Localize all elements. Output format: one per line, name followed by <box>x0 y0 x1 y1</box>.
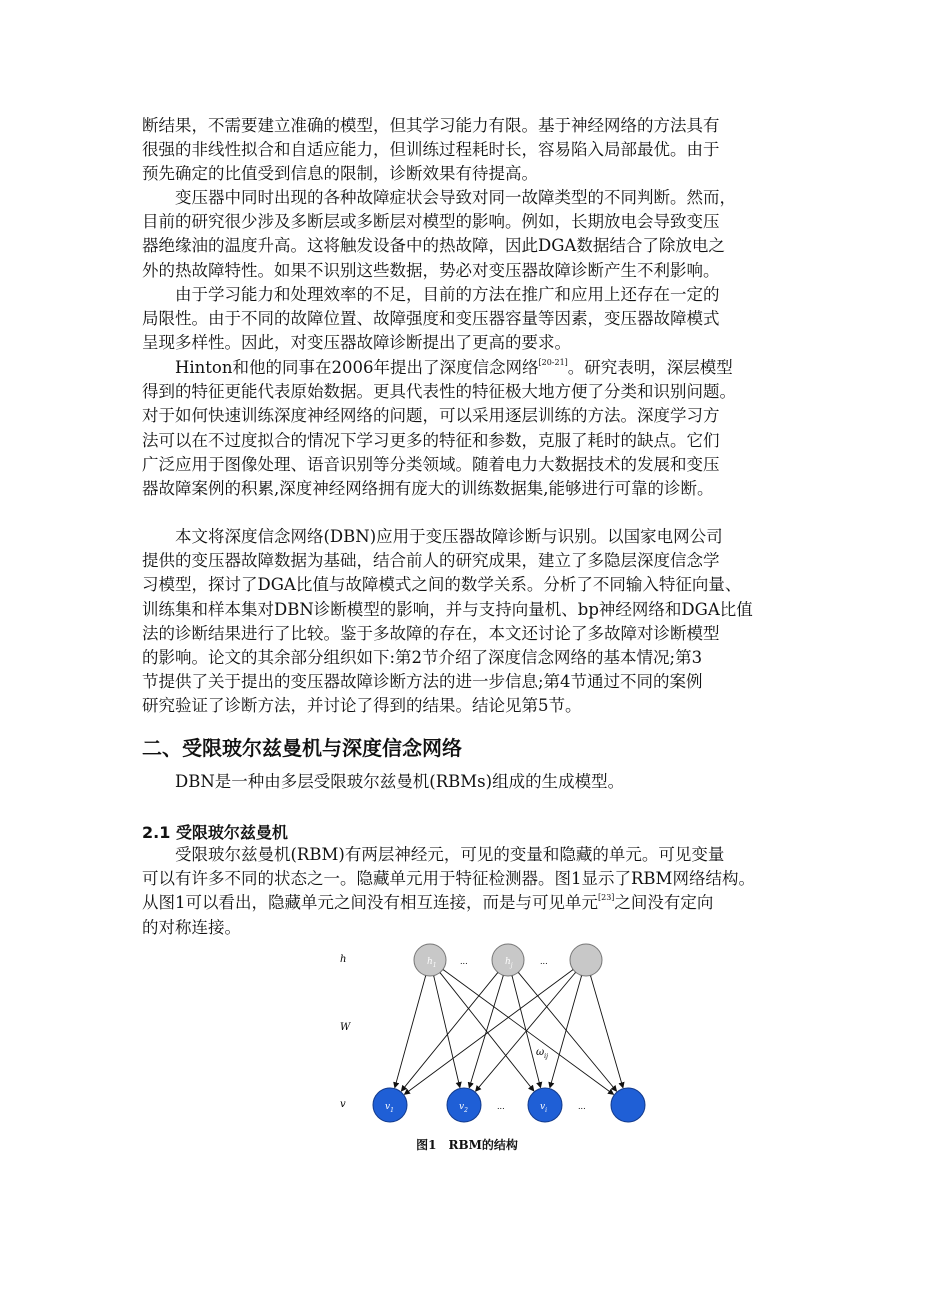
paragraph-5-line-8: 研究验证了诊断方法，并讨论了得到的结果。结论见第5节。 <box>142 696 582 716</box>
edge-3 <box>441 973 534 1091</box>
section-intro: DBN是一种由多层受限玻尔兹曼机(RBMs)组成的生成模型。 <box>175 772 625 791</box>
paragraph-5-line-7: 节提供了关于提出的变压器故障诊断方法的进一步信息;第4节通过不同的案例 <box>142 672 703 692</box>
edge-8 <box>519 973 617 1091</box>
paragraph-5-line-5: 法的诊断结果进行了比较。鉴于多故障的存在，本文还讨论了多故障对诊断模型 <box>142 623 720 643</box>
visible-ellipsis-2: ... <box>578 1102 586 1111</box>
paragraph-5-line-6: 的影响。论文的其余部分组织如下:第2节介绍了深度信念网络的基本情况;第3 <box>142 648 703 668</box>
subsection-title: 2.1 受限玻尔兹曼机 <box>142 823 288 842</box>
paragraph-3 <box>142 283 792 356</box>
caption-number: 图1 <box>416 1138 437 1152</box>
edge-5 <box>401 973 497 1091</box>
paragraph-4-line-1: Hinton和他的同事在2006年提出了深度信念网络[20-21]。研究表明，深层模型 <box>175 358 733 377</box>
citation-20-21: [20-21] <box>538 358 568 367</box>
label-w: W <box>340 1022 351 1033</box>
paragraph-2 <box>142 186 792 283</box>
paragraph-1-line-2: 很强的非线性拟合和自适应能力，但训练过程耗时长，容易陷入局部最优。由于 <box>142 140 720 160</box>
weight-label: $\omega_{ij}$ <box>536 1047 548 1060</box>
paragraph-5-line-2: 提供的变压器故障数据为基础，结合前人的研究成果，建立了多隐层深度信念学 <box>142 551 720 571</box>
caption-text: RBM的结构 <box>448 1138 518 1152</box>
paragraph-4-line-5: 广泛应用于图像处理、语音识别等分类领域。随着电力大数据技术的发展和变压 <box>142 454 720 474</box>
paragraph-1 <box>142 114 792 187</box>
paragraph-4 <box>142 356 792 501</box>
hidden-ellipsis-1: ... <box>460 957 468 966</box>
label-h: h <box>340 954 347 965</box>
paragraph-4-line-4: 法可以在不过度拟合的情况下学习更多的特征和参数，克服了耗时的缺点。它们 <box>142 430 720 450</box>
hidden-ellipsis-2: ... <box>540 957 548 966</box>
edge-10 <box>476 973 575 1091</box>
edge-7 <box>512 976 540 1087</box>
paragraph-4-line-3: 对于如何快速训练深度神经网络的问题，可以采用逐层训练的方法。深度学习方 <box>142 406 720 426</box>
visible-unit-1-label: $v_1$ <box>385 1102 394 1114</box>
paragraph-5-line-4: 训练集和样本集对DBN诊断模型的影响，并与支持向量机、bp神经网络和DGA比值 <box>142 599 753 619</box>
hidden-unit-j-label: $h_j$ <box>505 957 513 969</box>
visible-unit-4 <box>611 1088 645 1122</box>
edge-12 <box>591 976 623 1087</box>
paragraph-4-line-2: 得到的特征更能代表原始数据。更具代表性的特征极大地方便了分类和识别问题。 <box>142 382 736 402</box>
citation-23: [23] <box>598 893 615 903</box>
paragraph-2-line-3: 器绝缘油的温度升高。这将触发设备中的热故障，因此DGA数据结合了除放电之 <box>142 236 725 256</box>
paragraph-1-line-3: 预先确定的比值受到信息的限制，诊断效果有待提高。 <box>142 164 538 184</box>
paragraph-2-line-2: 目前的研究很少涉及多断层或多断层对模型的影响。例如，长期放电会导致变压 <box>142 212 720 232</box>
figure-caption <box>142 1136 792 1153</box>
edge-1 <box>395 976 426 1087</box>
paragraph-5-line-1: 本文将深度信念网络(DBN)应用于变压器故障诊断与识别。以国家电网公司 <box>175 527 723 546</box>
paragraph-5-line-3: 习模型，探讨了DGA比值与故障模式之间的数学关系。分析了不同输入特征向量、 <box>142 575 742 595</box>
visible-unit-2-label: $v_2$ <box>459 1102 468 1114</box>
rbm-diagram <box>330 940 660 1130</box>
hidden-unit-1-label: $h_1$ <box>427 957 437 969</box>
paragraph-2-line-4: 外的热故障特性。如果不识别这些数据，势必对变压器故障诊断产生不利影响。 <box>142 260 720 280</box>
label-v: v <box>340 1099 346 1110</box>
paragraph-3-line-1: 由于学习能力和处理效率的不足，目前的方法在推广和应用上还存在一定的 <box>175 285 720 304</box>
paragraph-6: 受限玻尔兹曼机(RBM)有两层神经元，可见的变量和隐藏的单元。可见变量 可以有许多不同的状态之一。隐藏单元用于特征检测器。图1显示了RBM网络结构。 从图1可以看出，隐藏单元之间没有相互连接，而是与可见单元[23]之间没有定向 的对称连接。 <box>142 845 755 937</box>
paragraph-3-line-2: 局限性。由于不同的故障位置、故障强度和变压器容量等因素，变压器故障模式 <box>142 309 720 329</box>
paragraph-5 <box>142 525 792 719</box>
paragraph-1-line-1: 断结果，不需要建立准确的模型，但其学习能力有限。基于神经网络的方法具有 <box>142 116 720 135</box>
edge-11 <box>550 976 581 1087</box>
edge-4 <box>444 970 614 1094</box>
paragraph-3-line-3: 呈现多样性。因此，对变压器故障诊断提出了更高的要求。 <box>142 333 571 353</box>
hidden-unit-3 <box>570 944 602 976</box>
paragraph-2-line-1: 变压器中同时出现的各种故障症状会导致对同一故障类型的不同判断。然而， <box>175 188 736 207</box>
connection-lines <box>395 970 623 1094</box>
visible-ellipsis-1: ... <box>497 1102 505 1111</box>
visible-unit-i-label: $v_i$ <box>540 1102 548 1114</box>
section-title: 二、受限玻尔兹曼机与深度信念网络 <box>142 736 462 760</box>
paragraph-4-line-6: 器故障案例的积累,深度神经网络拥有庞大的训练数据集,能够进行可靠的诊断。 <box>142 479 714 499</box>
